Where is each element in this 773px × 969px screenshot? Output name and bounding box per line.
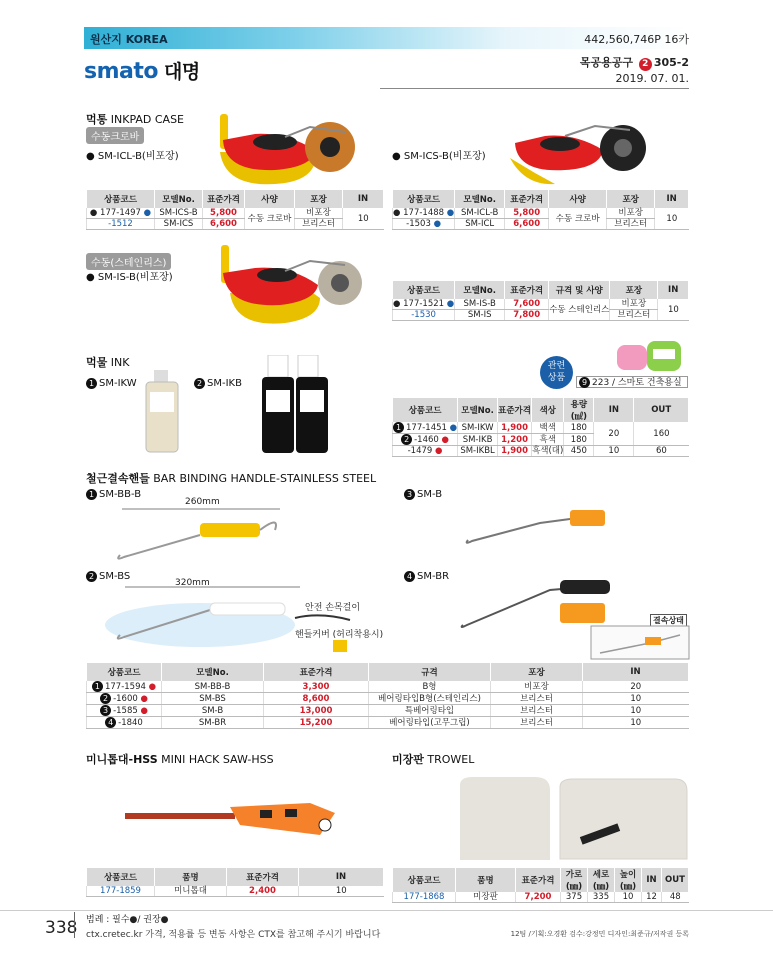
product-label-sm-ics-b: ● SM-ICS-B(비포장) [392,151,486,162]
table-row: ● 177-1488 ● SM-ICL-B 5,800 수동 크로바 비포장 10 [393,208,689,219]
hook-sm-bs-image [100,585,300,650]
footer-legend: 범례 : 필수●/ 권장● [86,915,169,925]
table-row: 3 -1585 ● SM-B 13,000 특베어링타입 브리스터 10 [87,705,689,717]
section-title-hacksaw: 미니톱대-HSS MINI HACK SAW-HSS [86,753,274,766]
table-row: 2 -1460 ● SM-IKB 1,200 흑색 180 [393,434,689,446]
table-row: ● 177-1497 ● SM-ICS-B 5,800 수동 크로바 비포장 10 [87,208,384,219]
table-row: 1 177-1594 ● SM-BB-B 3,300 B형 비포장 20 [87,681,689,693]
table-row: 177-1859 미니톱대 2,400 10 [87,886,384,897]
table-inkpad-3: 상품코드 모델No. 표준가격 규격 및 사양 포장 IN ● 177-1521 ● SM-IS-B 7,600 수동 스테인리스 비포장 10 -1530 SM-IS 7,800 브리스터 [392,281,689,321]
date: 2019. 07. 01. [615,72,689,85]
section-title-trowel: 미장판 TROWEL [392,753,475,766]
hook-sm-bb-b-image [100,505,290,563]
binding-state-image [590,625,690,660]
ink-bottle-black-image [258,355,330,455]
origin-label: 원산지 KOREA [90,33,168,46]
footer-divider [0,910,773,911]
product-label-sm-b: 3 SM-B [404,489,442,500]
note-handle-cover: 핸들커버 (허리착용시) [295,630,384,640]
footer-notice: ctx.cretec.kr 가격, 적용률 등 변동 사항은 CTX를 참고해 주시기 바랍니다 [86,930,381,940]
brand-name: smato [84,59,158,84]
table-trowel: 상품코드 품명 표준가격 가로 (㎜) 세로 (㎜) 높이 (㎜) IN OUT 177-1868 미장판 7,200 375 335 10 12 48 [392,868,689,903]
product-label-sm-ikw: 1 SM-IKW [86,378,137,389]
table-hacksaw: 상품코드 품명 표준가격 IN 177-1859 미니톱대 2,400 10 [86,868,384,897]
brand-logo [84,57,200,84]
trowel-image [455,775,690,865]
product-label-sm-bs: 2 SM-BS [86,571,130,582]
table-row: -1530 SM-IS 7,800 브리스터 [393,310,689,321]
tag-manual-stainless: 수동(스테인리스) [86,253,171,270]
accessory-image [290,610,360,655]
catalog-code: 442,560,746P 16카 [584,33,689,46]
note-safety-wrist-strap: 안전 손목걸이 [305,603,361,613]
section-title-binding: 철근결속핸들 BAR BINDING HANDLE-STAINLESS STEEL [86,472,377,485]
section-title-ink: 먹물 INK [86,356,130,369]
brand-name-ko: 대명 [164,61,200,83]
related-product-thread-image [615,337,690,375]
table-row: ● 177-1521 ● SM-IS-B 7,600 수동 스테인리스 비포장 10 [393,299,689,310]
category-label: 목공용공구 2 305-2 [579,56,689,69]
table-inkpad-2: 상품코드 모델No. 표준가격 사양 포장 IN ● 177-1488 ● SM-ICL-B 5,800 수동 크로바 비포장 10 -1503 ● SM-ICL 6,600 브리스터 [392,190,689,230]
table-row: -1512 SM-ICS 6,600 브리스터 [87,219,384,230]
header-divider [380,88,689,89]
footer-vline [74,912,75,938]
header-bar [84,27,689,49]
table-binding: 상품코드 모델No. 표준가격 규격 포장 IN 1 177-1594 ● SM-BB-B 3,300 B형 비포장 20 2 -1600 ● SM-BS 8,600 베어링타입B형(스테인리스) 브리스터 10 3 -1585 ● SM-B 13,000 특베어링타입 브리스터 10 4 -1840 SM-BR 15,200 베어링타입(고무그립) 브리스터 10 [86,663,689,729]
binding-state-label: 결속상태 [650,614,687,627]
tag-manual-crowbar: 수동크로바 [86,127,144,144]
table-row: 177-1868 미장판 7,200 375 335 10 12 48 [393,892,689,903]
product-label-sm-is-b: ● SM-IS-B(비포장) [86,272,173,283]
table-row: -1503 ● SM-ICL 6,600 브리스터 [393,219,689,230]
hook-sm-br-image [455,575,645,630]
table-row: -1479 ● SM-IKBL 1,900 흑색(대) 450 10 60 [393,446,689,457]
product-label-sm-icl-b: ● SM-ICL-B(비포장) [86,151,179,162]
related-products-badge: 관련 상품 [540,356,573,389]
table-inkpad-1: 상품코드 모델No. 표준가격 사양 포장 IN ● 177-1497 ● SM-ICS-B 5,800 수동 크로바 비포장 10 -1512 SM-ICS 6,600 브리스터 [86,190,384,230]
category-number-badge: 2 [639,58,652,71]
related-products-link[interactable]: 9 223 / 스마토 건축용실 [576,376,688,388]
product-label-sm-bb-b: 1 SM-BB-B [86,489,141,500]
inkpad-case-image-2 [505,118,655,190]
inkpad-case-image-1 [215,112,365,190]
inkpad-case-image-3 [215,243,365,328]
table-row: 4 -1840 SM-BR 15,200 베어링타입(고무그립) 브리스터 10 [87,717,689,729]
table-ink: 상품코드 모델No. 표준가격 색상 용량 (㎖) IN OUT 1 177-1451 ● SM-IKW 1,900 백색 180 20 160 2 -1460 ● SM-IKB 1,200 흑색 180 -1479 ● SM-IKBL 1,900 흑색(대) 450 10 60 [392,398,689,457]
table-row: 2 -1600 ● SM-BS 8,600 베어링타입B형(스테인리스) 브리스터 10 [87,693,689,705]
product-label-sm-br: 4 SM-BR [404,571,449,582]
page-number: 338 [45,918,78,938]
footer-credit: 12팀 /기획:오경환 검수:강정민 디자인:최준규/저작권 등록 [510,930,689,938]
dimension-320mm: 320mm [175,578,210,588]
hacksaw-image [120,795,340,845]
dimension-260mm: 260mm [185,497,220,507]
ink-bottle-white-image [140,370,185,455]
product-label-sm-ikb: 2 SM-IKB [194,378,242,389]
section-title-inkpad: 먹통 INKPAD CASE [86,113,185,126]
table-row: 1 177-1451 ● SM-IKW 1,900 백색 180 20 160 [393,422,689,434]
hook-sm-b-image [460,495,610,545]
